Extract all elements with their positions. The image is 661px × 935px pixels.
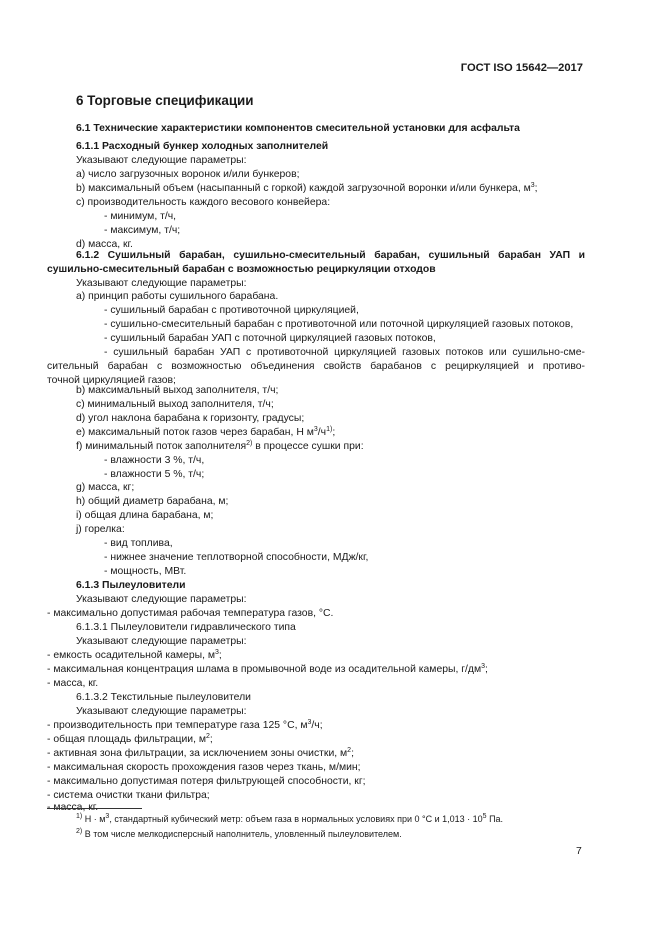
list-item: - активная зона фильтрации, за исключением зоны очистки, $м^2$; bbox=[47, 747, 354, 759]
list-item: e) максимальный поток газов через барабан, Н $м^3/ч^{1)}$; bbox=[76, 426, 336, 438]
list-item: - максимальная концентрация шлама в промывочной воде из осадительной камеры, $г/дм^3$; bbox=[47, 663, 488, 675]
list-item: - сушильно-смесительный барабан с противоточной или поточной циркуляцией газовых потоков, bbox=[104, 319, 574, 330]
list-item: - система очистки ткани фильтра; bbox=[47, 790, 210, 801]
subsection-6-1-2-heading: 6.1.2 Сушильный барабан, сушильно-смесительный барабан, сушильный барабан УАП и bbox=[76, 250, 585, 261]
list-item: d) угол наклона барабана к горизонту, градусы; bbox=[76, 413, 305, 424]
list-item: - максимально допустимая потеря фильтрующей способности, кг; bbox=[47, 776, 366, 787]
section-title: 6 Торговые спецификации bbox=[76, 93, 254, 108]
subsection-6-1-heading: 6.1 Технические характеристики компонентов смесительной установки для асфальта bbox=[76, 123, 520, 134]
list-item: c) минимальный выход заполнителя, т/ч; bbox=[76, 399, 274, 410]
list-item: - максимум, т/ч; bbox=[104, 225, 181, 236]
list-item: c) производительность каждого весового конвейера: bbox=[76, 197, 331, 208]
list-item: - влажности 5 %, т/ч; bbox=[104, 469, 205, 480]
list-item: - сушильный барабан УАП с поточной циркуляцией газовых потоков, bbox=[104, 333, 436, 344]
list-item: f) минимальный поток заполнителя$^{2)}$ в процессе сушки при: bbox=[76, 440, 364, 452]
subsection-6-1-2-heading-cont: сушильно-смесительный барабан с возможностью рециркуляции отходов bbox=[47, 264, 436, 275]
document-header: ГОСТ ISO 15642—2017 bbox=[460, 62, 583, 74]
list-item: - производительность при температуре газа 125 °С, $м^3/ч$; bbox=[47, 719, 323, 731]
list-item: a) число загрузочных воронок и/или бункеров; bbox=[76, 169, 300, 180]
subsection-6-1-1-heading: 6.1.1 Расходный бункер холодных заполнителей bbox=[76, 141, 329, 152]
list-item: - максимальная скорость прохождения газов через ткань, м/мин; bbox=[47, 762, 361, 773]
list-item: i) общая длина барабана, м; bbox=[76, 510, 214, 521]
list-item: - сушильный барабан с противоточной циркуляцией, bbox=[104, 305, 359, 316]
page-number: 7 bbox=[576, 846, 582, 857]
paragraph-line: Указывают следующие параметры: bbox=[76, 594, 247, 605]
list-item: g) масса, кг; bbox=[76, 482, 135, 493]
list-item: - максимально допустимая рабочая температура газов, °С. bbox=[47, 608, 334, 619]
footnote-separator bbox=[47, 808, 142, 809]
subsection-6-1-3-1-heading: 6.1.3.1 Пылеуловители гидравлического типа bbox=[76, 622, 296, 633]
paragraph-line: Указывают следующие параметры: bbox=[76, 155, 247, 166]
list-item: b) максимальный объем (насыпанный с горкой) каждой загрузочной воронки и/или бункера, $м^3$; bbox=[76, 182, 538, 194]
paragraph-line: Указывают следующие параметры: bbox=[76, 706, 247, 717]
subsection-6-1-3-2-heading: 6.1.3.2 Текстильные пылеуловители bbox=[76, 692, 251, 703]
list-item: - мощность, МВт. bbox=[104, 566, 187, 577]
list-item: - сушильный барабан УАП с противоточной циркуляцией газовых потоков или сушильно-сме- bbox=[104, 347, 585, 358]
list-item: b) максимальный выход заполнителя, т/ч; bbox=[76, 385, 279, 396]
subsection-6-1-3-heading: 6.1.3 Пылеуловители bbox=[76, 580, 186, 591]
paragraph-line: Указывают следующие параметры: bbox=[76, 636, 247, 647]
list-item: - емкость осадительной камеры, $м^3$; bbox=[47, 649, 222, 661]
footnote-2: $^{2)}$ В том числе мелкодисперсный наполнитель, уловленный пылеуловителем. bbox=[76, 828, 402, 839]
list-item: - вид топлива, bbox=[104, 538, 173, 549]
list-item: - масса, кг. bbox=[47, 802, 99, 813]
footnote-1: $^{1)}$ $Н \cdot м^3$, стандартный кубический метр: объем газа в нормальных условиях при 0 °С и $1,013 \cdot 10^5$ Па. bbox=[76, 813, 504, 824]
list-item: - общая площадь фильтрации, $м^2$; bbox=[47, 733, 213, 745]
list-item: d) масса, кг. bbox=[76, 239, 133, 250]
list-item: - масса, кг. bbox=[47, 678, 99, 689]
list-item-cont: сительный барабан с возможностью объединения свойств барабанов с рециркуляцией и противо- bbox=[47, 361, 585, 372]
list-item: - влажности 3 %, т/ч, bbox=[104, 455, 205, 466]
paragraph-line: Указывают следующие параметры: bbox=[76, 278, 247, 289]
list-item: h) общий диаметр барабана, м; bbox=[76, 496, 229, 507]
list-item: a) принцип работы сушильного барабана. bbox=[76, 291, 279, 302]
list-item: - минимум, т/ч, bbox=[104, 211, 177, 222]
list-item: - нижнее значение теплотворной способности, МДж/кг, bbox=[104, 552, 369, 563]
list-item: j) горелка: bbox=[76, 524, 125, 535]
list-item-cont: точной циркуляцией газов; bbox=[47, 375, 176, 386]
